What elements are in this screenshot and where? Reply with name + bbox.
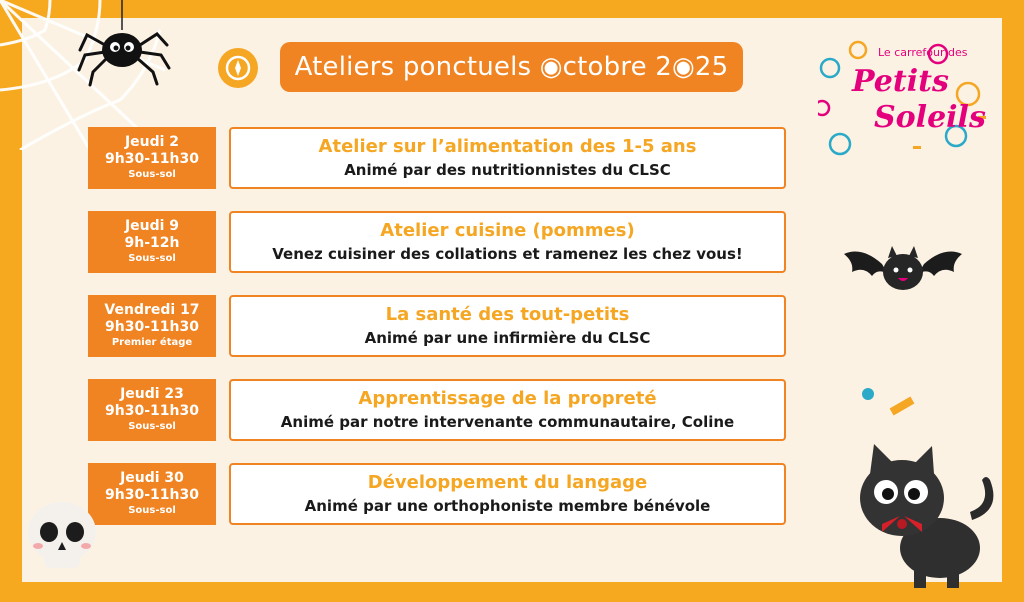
event-day: Jeudi 23 <box>120 386 184 402</box>
event-subtitle: Animé par notre intervenante communautaire, Coline <box>280 413 735 431</box>
brand-logo <box>818 36 998 166</box>
bat-icon <box>842 240 964 298</box>
confetti-icon <box>860 384 920 424</box>
logo-line1: Petits <box>852 64 949 99</box>
logo-small-text: Le carrefour des <box>878 46 968 59</box>
event-subtitle: Animé par une orthophoniste membre bénévole <box>304 497 711 515</box>
event-place: Sous-sol <box>128 253 176 264</box>
skull-icon <box>22 496 102 576</box>
event-row <box>88 463 788 527</box>
event-subtitle: Animé par une infirmière du CLSC <box>364 329 651 347</box>
event-time: 9h30-11h30 <box>105 319 199 335</box>
event-description-box <box>229 211 786 273</box>
event-title: Atelier cuisine (pommes) <box>380 220 635 241</box>
event-title: Apprentissage de la propreté <box>358 388 657 409</box>
event-date-box <box>88 295 216 357</box>
event-time: 9h-12h <box>124 235 180 251</box>
event-time: 9h30-11h30 <box>105 487 199 503</box>
event-date-box <box>88 463 216 525</box>
event-description-box <box>229 379 786 441</box>
event-row <box>88 379 788 443</box>
event-title: Développement du langage <box>367 472 648 493</box>
event-subtitle: Animé par des nutritionnistes du CLSC <box>344 161 671 179</box>
event-row <box>88 211 788 275</box>
spider-icon <box>75 0 175 90</box>
event-day: Jeudi 2 <box>124 134 180 150</box>
event-date-box <box>88 211 216 273</box>
event-place: Premier étage <box>111 337 193 348</box>
event-time: 9h30-11h30 <box>105 403 199 419</box>
event-subtitle: Venez cuisiner des collations et ramenez les chez vous! <box>272 245 743 263</box>
black-cat-icon <box>852 440 1002 590</box>
page-title: Ateliers ponctuels ◉ctobre 2◉25 <box>294 52 729 82</box>
event-title: La santé des tout-petits <box>385 304 630 325</box>
event-row <box>88 127 788 191</box>
logo-line2: Soleils <box>874 100 986 135</box>
event-day: Jeudi 30 <box>120 470 184 486</box>
event-description-box <box>229 127 786 189</box>
event-date-box <box>88 379 216 441</box>
event-place: Sous-sol <box>128 505 176 516</box>
event-place: Sous-sol <box>128 169 176 180</box>
event-description-box <box>229 463 786 525</box>
event-description-box <box>229 295 786 357</box>
event-title: Atelier sur l’alimentation des 1-5 ans <box>318 136 697 157</box>
event-place: Sous-sol <box>128 421 176 432</box>
event-row <box>88 295 788 359</box>
event-date-box <box>88 127 216 189</box>
event-day: Vendredi 17 <box>104 302 200 318</box>
compass-icon <box>218 48 258 88</box>
event-time: 9h30-11h30 <box>105 151 199 167</box>
title-banner <box>280 42 743 92</box>
event-day: Jeudi 9 <box>124 218 180 234</box>
